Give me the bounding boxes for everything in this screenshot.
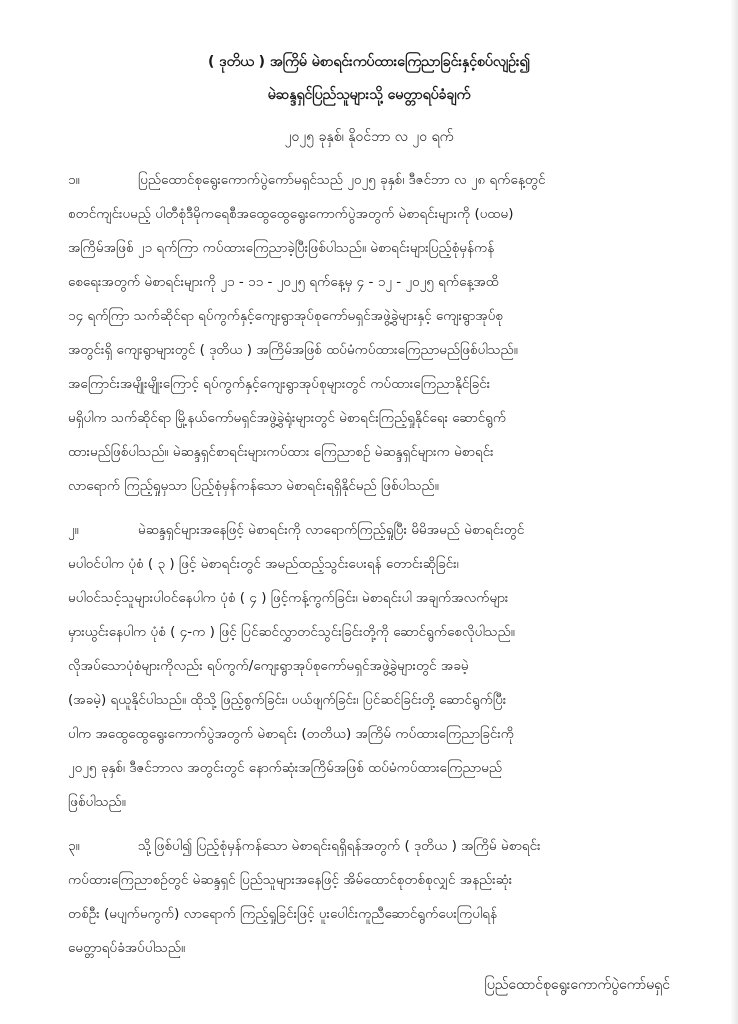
paragraph-3-line-2: ကပ်ထားကြေညာစဉ်တွင် မဲဆန္ဒရှင် ပြည်သူများအနေဖြင့် အိမ်ထောင်စုတစ်စုလျှင် အနည်းဆုံး xyxy=(68,872,513,888)
paragraph-1-text: ပြည်ထောင်စုရွေးကောက်ပွဲကော်မရှင်သည် ၂၀၂၅ ခုနှစ်၊ ဒီဇင်ဘာ လ ၂၈ ရက်နေ့တွင် xyxy=(138,172,546,188)
paragraph-3-line-1 xyxy=(68,836,674,856)
paragraph-1-line-8: မရှိပါက သက်ဆိုင်ရာ မြို့နယ်ကော်မရှင်အဖွဲ့ခွဲရုံးများတွင် မဲစာရင်းကြည့်ရှုနိုင်ရေး ဆောင်ရွက် xyxy=(68,410,507,426)
paragraph-2-number: ၂။ xyxy=(68,522,79,538)
paragraph-3-line-3: တစ်ဦး (မပျက်မကွက်) လာရောက် ကြည့်ရှုခြင်းဖြင့် ပူးပေါင်းကူညီဆောင်ရွက်ပေးကြပါရန် xyxy=(68,906,498,922)
paragraph-3-text: သို့ဖြစ်ပါ၍ ပြည့်စုံမှန်ကန်သော မဲစာရင်းရရှိရန်အတွက် ( ဒုတိယ ) အကြိမ် မဲစာရင်း xyxy=(138,838,541,854)
paragraph-1-line-7: အကြောင်းအမျိုးမျိုးကြောင့် ရပ်ကွက်နှင့်ကျေးရွာအုပ်စုများတွင် ကပ်ထားကြေညာနိုင်ခြင်း xyxy=(68,376,491,392)
paragraph-1-line-4: စေရေးအတွက် မဲစာရင်းများကို ၂၁ - ၁၁ - ၂၀၂၅ ရက်နေ့မှ ၄ - ၁၂ - ၂၀၂၅ ရက်နေ့အထိ xyxy=(68,274,499,290)
page-edge-shadow xyxy=(730,0,738,1024)
paragraph-2-line-3: မပါဝင်သင့်သူများပါဝင်နေပါက ပုံစံ ( ၄ ) ဖြင့်ကန့်ကွက်ခြင်း၊ မဲစာရင်းပါ အချက်အလက်များ xyxy=(68,590,509,606)
paragraph-3-line-4: မေတ္တာရပ်ခံအပ်ပါသည်။ xyxy=(68,940,186,956)
document-title-line1: ( ဒုတိယ ) အကြိမ် မဲစာရင်းကပ်ထားကြေညာခြင်းနှင့်စပ်လျဉ်း၍ xyxy=(208,54,530,70)
paragraph-1-line-2: စတင်ကျင်းပမည့် ပါတီစုံဒီမိုကရေစီအထွေထွေရွေးကောက်ပွဲအတွက် မဲစာရင်းများကို (ပထမ) xyxy=(68,206,514,222)
paragraph-1-line-10: လာရောက် ကြည့်ရှုမှသာ ပြည့်စုံမှန်ကန်သော မဲစာရင်းရရှိနိုင်မည် ဖြစ်ပါသည်။ xyxy=(68,478,439,494)
paragraph-2-line-9: ဖြစ်ပါသည်။ xyxy=(68,794,126,810)
paragraph-2-line-8: ၂၀၂၅ ခုနှစ်၊ ဒီဇင်ဘာလ အတွင်းတွင် နောက်ဆုံးအကြိမ်အဖြစ် ထပ်မံကပ်ထားကြေညာမည် xyxy=(68,760,502,776)
paragraph-2-line-6: (အခမဲ့) ရယူနိုင်ပါသည်။ ထိုသို့ ဖြည့်စွက်ခြင်း၊ ပယ်ဖျက်ခြင်း၊ ပြင်ဆင်ခြင်းတို့ ဆောင်ရွက်ပြီး xyxy=(68,692,507,708)
paragraph-1-number: ၁။ xyxy=(68,172,80,188)
signature: ပြည်ထောင်စုရွေးကောက်ပွဲကော်မရှင် xyxy=(484,977,670,993)
paragraph-3-number: ၃။ xyxy=(68,838,80,854)
paragraph-1-line-1 xyxy=(68,170,674,190)
paragraph-1-line-9: ထားမည်ဖြစ်ပါသည်။ မဲဆန္ဒရှင်စာရင်းများကပ်ထား ကြေညာစဉ် မဲဆန္ဒရှင်များက မဲစာရင်း xyxy=(68,444,494,460)
paragraph-2-text: မဲဆန္ဒရှင်များအနေဖြင့် မဲစာရင်းကို လာရောက်ကြည့်ရှုပြီး မိမိအမည် မဲစာရင်းတွင် xyxy=(138,522,525,538)
paragraph-1-line-5: ၁၄ ရက်ကြာ သက်ဆိုင်ရာ ရပ်ကွက်နှင့်ကျေးရွာအုပ်စုကော်မရှင်အဖွဲ့ခွဲများနှင့် ကျေးရွာအုပ်စု xyxy=(68,308,503,324)
paragraph-1-line-3: အကြိမ်အဖြစ် ၂၁ ရက်ကြာ ကပ်ထားကြေညာခဲ့ပြီးဖြစ်ပါသည်။ မဲစာရင်းများပြည့်စုံမှန်ကန် xyxy=(68,240,495,256)
paragraph-2-line-5: လိုအပ်သောပုံစံများကိုလည်း ရပ်ကွက်/ကျေးရွာအုပ်စုကော်မရှင်အဖွဲ့ခွဲများတွင် အခမဲ့ xyxy=(68,658,469,674)
document-date: ၂၀၂၅ ခုနှစ်၊ နိုဝင်ဘာ လ ၂၀ ရက် xyxy=(284,129,454,145)
document-title-line2: မဲဆန္ဒရှင်ပြည်သူများသို့ မေတ္တာရပ်ခံချက် xyxy=(267,87,471,103)
paragraph-2-line-7: ပါက အထွေထွေရွေးကောက်ပွဲအတွက် မဲစာရင်း (တတိယ) အကြိမ် ကပ်ထားကြေညာခြင်းကို xyxy=(68,726,515,742)
paragraph-2-line-1 xyxy=(68,520,674,540)
paragraph-2-line-4: မှားယွင်းနေပါက ပုံစံ ( ၄-က ) ဖြင့် ပြင်ဆင်လွှာတင်သွင်းခြင်းတို့ကို ဆောင်ရွက်စေလိုပါသည်။ xyxy=(68,624,515,640)
paragraph-2-line-2: မပါဝင်ပါက ပုံစံ ( ၃ ) ဖြင့် မဲစာရင်းတွင် အမည်ထည့်သွင်းပေးရန် တောင်းဆိုခြင်း၊ xyxy=(68,556,459,572)
paragraph-1-line-6: အတွင်းရှိ ကျေးရွာများတွင် ( ဒုတိယ ) အကြိမ်အဖြစ် ထပ်မံကပ်ထားကြေညာမည်ဖြစ်ပါသည်။ xyxy=(68,342,518,358)
